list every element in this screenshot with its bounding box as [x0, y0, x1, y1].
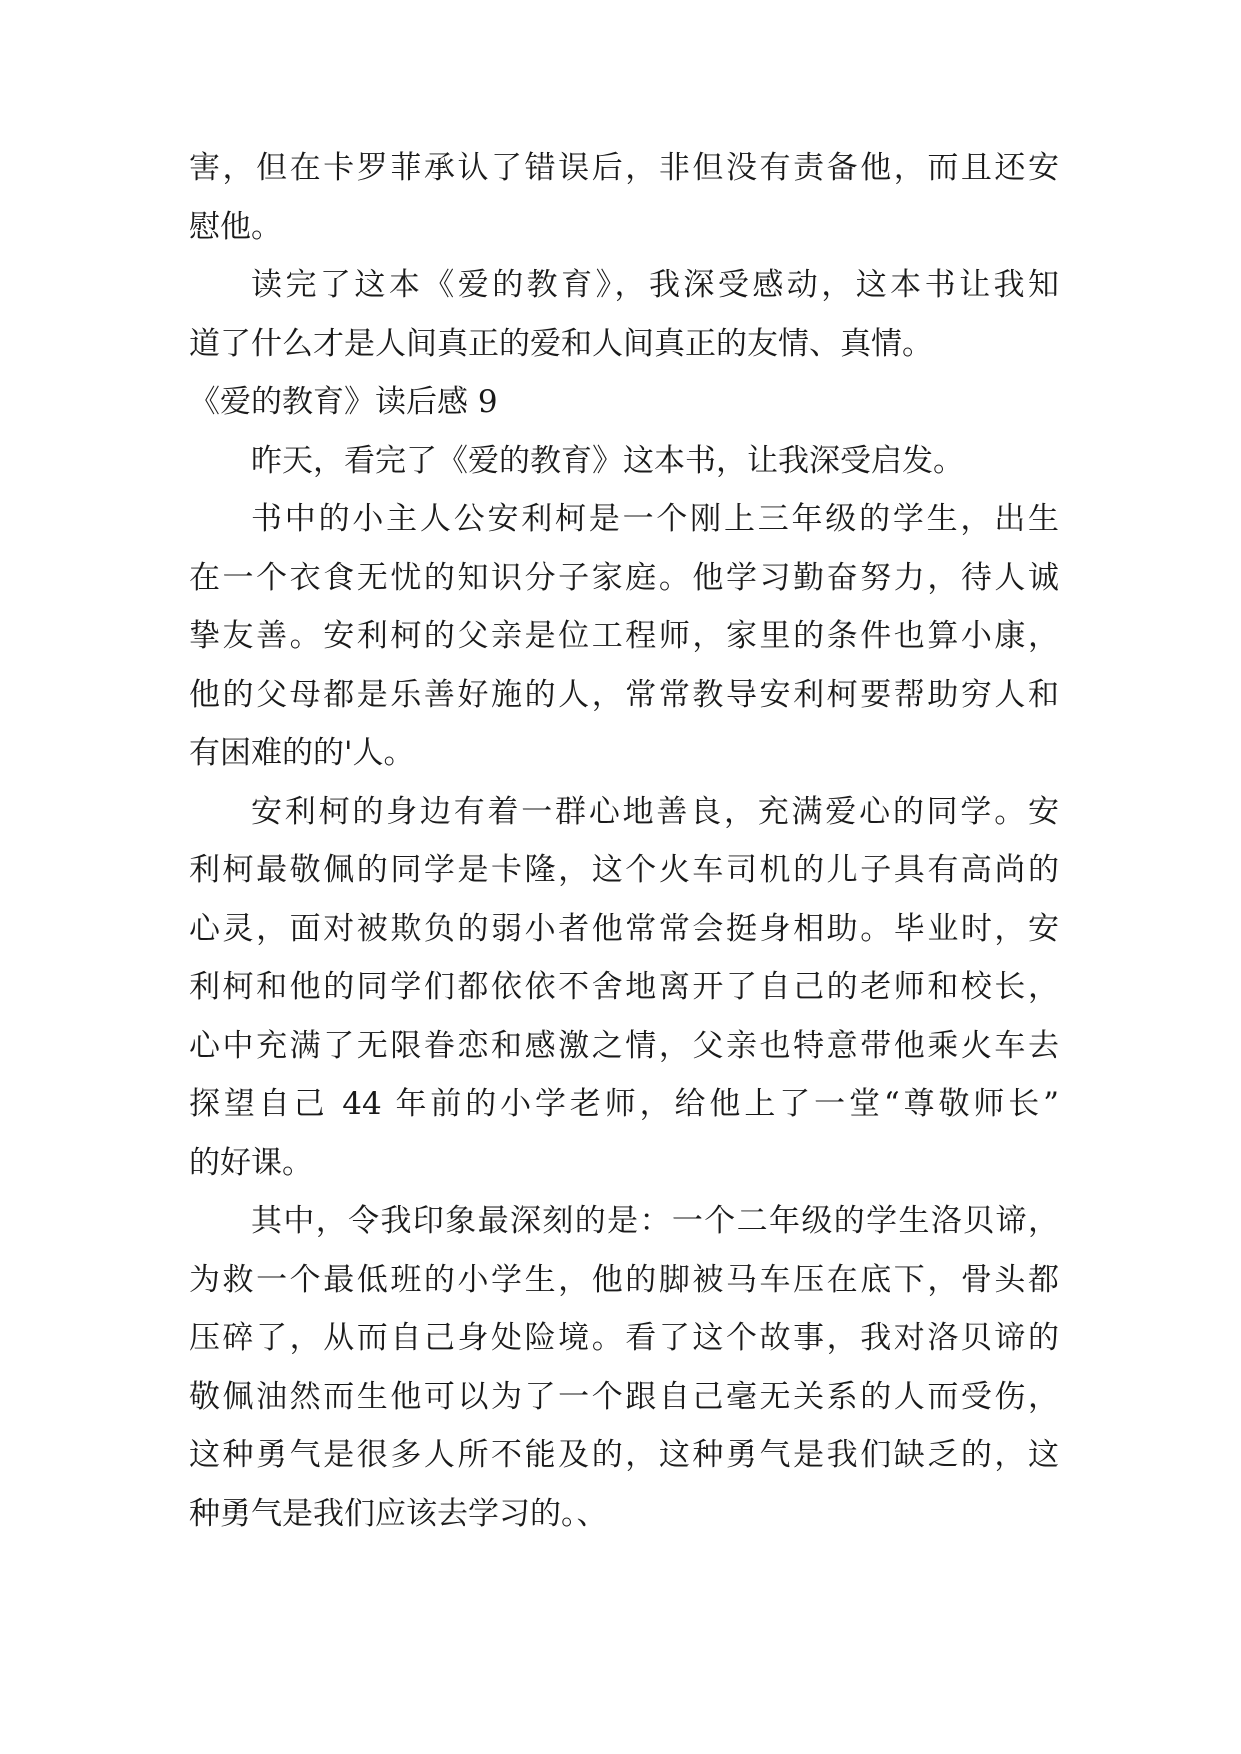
paragraph-line: 利柯最敬佩的同学是卡隆，这个火车司机的儿子具有高尚的 — [189, 852, 1059, 888]
paragraph-line: 利柯和他的同学们都依依不舍地离开了自己的老师和校长， — [189, 969, 1059, 1005]
paragraph-line: 探望自己 44 年前的小学老师，给他上了一堂“尊敬师长” — [189, 1086, 1059, 1122]
paragraph-line: 敬佩油然而生他可以为了一个跟自己毫无关系的人而受伤， — [189, 1378, 1059, 1415]
paragraph-line: 害，但在卡罗菲承认了错误后，非但没有责备他，而且还安 — [189, 150, 1059, 186]
document-body — [189, 139, 1059, 1543]
paragraph-line: 心灵，面对被欺负的弱小者他常常会挺身相助。毕业时，安 — [189, 910, 1059, 947]
paragraph-line: 种勇气是我们应该去学习的。、 — [189, 1495, 608, 1532]
paragraph-line: 道了什么才是人间真正的爱和人间真正的友情、真情。 — [189, 325, 933, 362]
paragraph-line: 有困难的的'人。 — [189, 735, 415, 771]
paragraph-line: 心中充满了无限眷恋和感激之情，父亲也特意带他乘火车去 — [189, 1027, 1059, 1064]
paragraph-line: 这种勇气是很多人所不能及的，这种勇气是我们缺乏的，这 — [189, 1437, 1059, 1473]
section-heading: 《爱的教育》读后感 9 — [189, 384, 498, 420]
paragraph-line: 为救一个最低班的小学生，他的脚被马车压在底下，骨头都 — [189, 1261, 1059, 1298]
paragraph-line: 他的父母都是乐善好施的人，常常教导安利柯要帮助穷人和 — [189, 676, 1059, 713]
paragraph-line: 压碎了，从而自己身处险境。看了这个故事，我对洛贝谛的 — [189, 1320, 1059, 1356]
paragraph-line: 安利柯的身边有着一群心地善良，充满爱心的同学。安 — [251, 793, 1059, 830]
paragraph-line: 在一个衣食无忧的知识分子家庭。他学习勤奋努力，待人诚 — [189, 559, 1059, 596]
paragraph-line: 的好课。 — [189, 1144, 313, 1181]
paragraph-line: 挚友善。安利柯的父亲是位工程师，家里的条件也算小康， — [189, 618, 1059, 654]
paragraph-line: 慰他。 — [189, 208, 282, 245]
paragraph-line: 其中，令我印象最深刻的是：一个二年级的学生洛贝谛， — [251, 1203, 1059, 1239]
paragraph-line: 读完了这本《爱的教育》，我深受感动，这本书让我知 — [251, 267, 1059, 303]
paragraph-line: 昨天，看完了《爱的教育》这本书，让我深受启发。 — [251, 442, 964, 479]
paragraph-line: 书中的小主人公安利柯是一个刚上三年级的学生，出生 — [251, 501, 1059, 537]
